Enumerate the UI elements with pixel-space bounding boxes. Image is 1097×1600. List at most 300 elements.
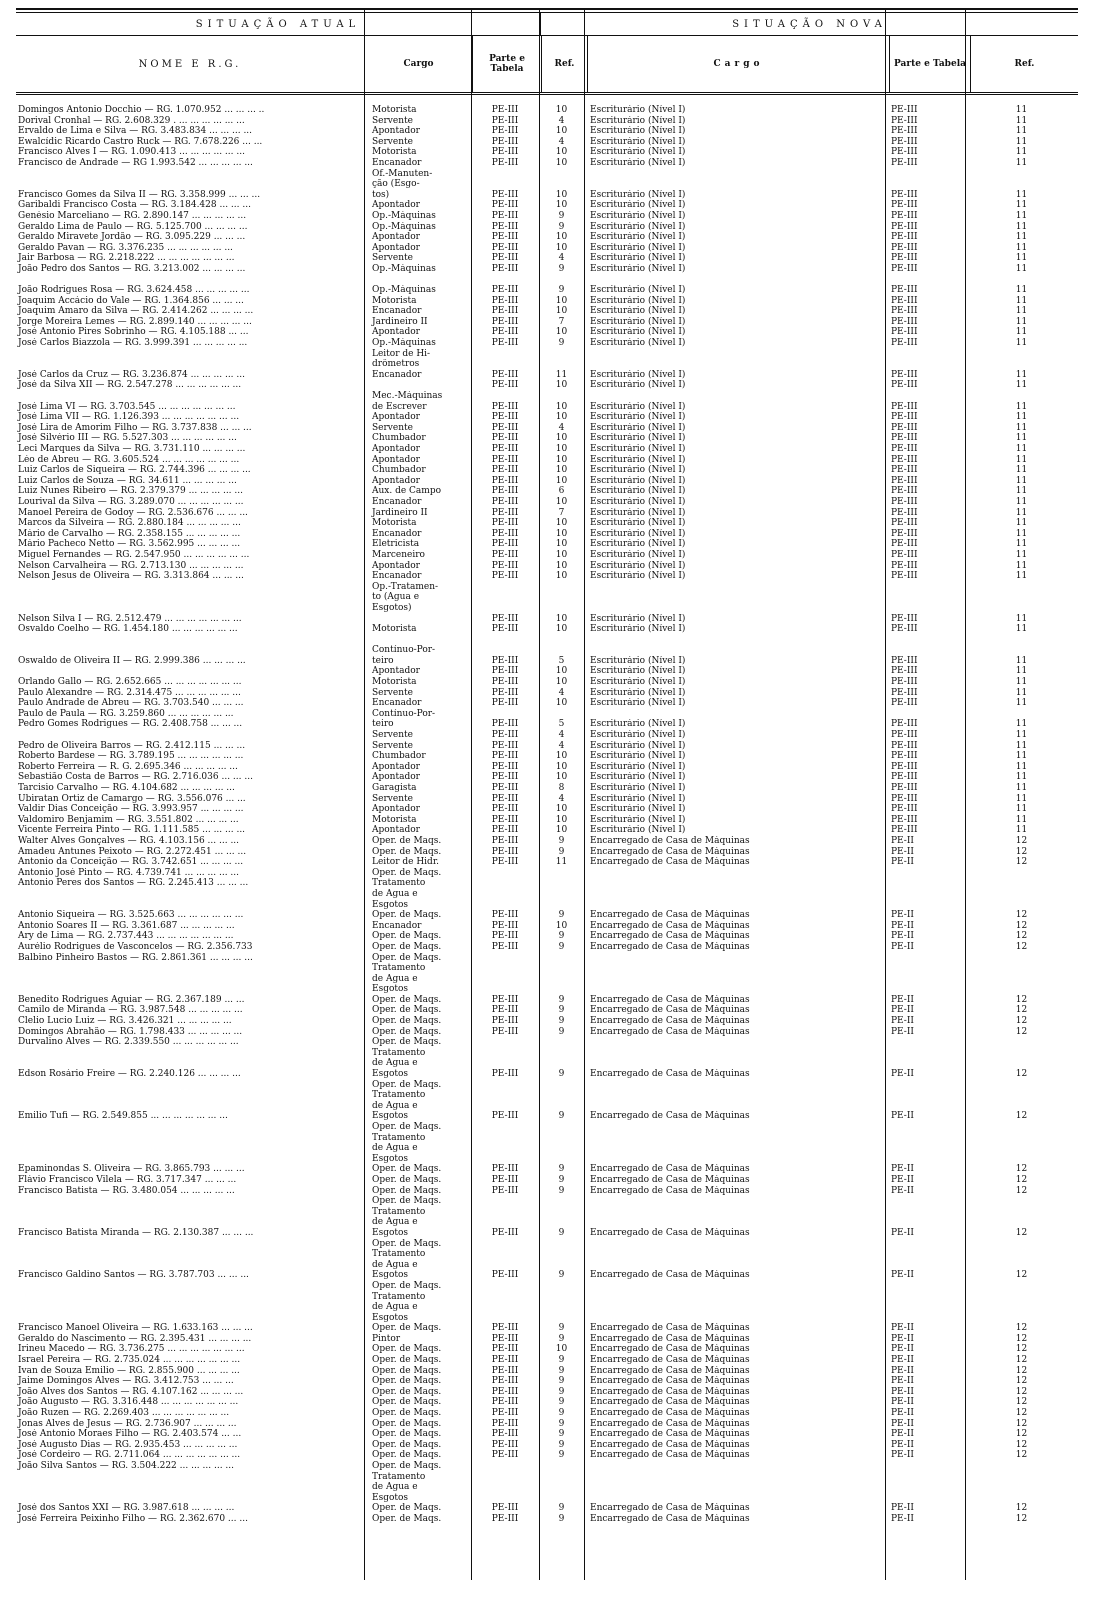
cell-cargo-nova: [584, 1143, 885, 1154]
cell-parte-nova: PE-III: [891, 115, 918, 126]
table-row: [16, 603, 1078, 614]
table-row: [16, 1016, 1078, 1027]
table-row: [16, 1366, 1078, 1377]
cell-ref-nova: 12: [1015, 1513, 1028, 1524]
cell-parte: PE-III: [491, 1418, 519, 1429]
cell-parte-nova: PE-III: [891, 507, 918, 518]
cell-cargo-nova: [584, 635, 885, 646]
cell-parte: [471, 1482, 539, 1493]
cell-nome: [16, 169, 364, 180]
cell-ref: 4: [558, 115, 565, 126]
cell-parte-nova: PE-III: [891, 433, 918, 444]
cell-cargo-nova: Encarregado de Casa de Máquinas: [590, 1111, 750, 1122]
cell-cargo-nova: Escriturário (Nível I): [590, 105, 686, 115]
cell-cargo-nova: Escriturário (Nível I): [590, 232, 686, 243]
cell-cargo-nova: Escriturário (Nível I): [590, 518, 686, 529]
cell-ref: 10: [555, 327, 568, 338]
cell-ref-nova: 11: [1015, 814, 1028, 825]
cell-ref-nova: 11: [1015, 560, 1028, 571]
cell-cargo-nova: Escriturário (Nível I): [590, 465, 686, 476]
cell-parte: [471, 1493, 539, 1504]
cell-cargo: Oper. de Maqs.: [372, 1079, 442, 1090]
cell-parte: PE-III: [491, 1365, 519, 1376]
cell-nome: Jonas Alves de Jesus — RG. 2.736.907 ... ... ... ...: [18, 1418, 237, 1429]
cell-nome: [16, 1122, 364, 1133]
cell-cargo-nova: Escriturário (Nível I): [590, 380, 686, 391]
cell-cargo: Esgotos: [372, 1111, 409, 1122]
cell-ref-nova: 12: [1015, 910, 1028, 921]
cell-parte-nova: PE-III: [891, 401, 918, 412]
cell-ref-nova: 11: [1015, 126, 1028, 137]
cell-nome: Flávio Francisco Vilela — RG. 3.717.347 ... ... ...: [18, 1174, 237, 1185]
cell-ref: [539, 1122, 584, 1133]
cell-parte: PE-III: [491, 1185, 519, 1196]
cell-ref: [539, 1101, 584, 1112]
cell-cargo: Encanador: [372, 306, 422, 317]
cell-ref: [539, 1080, 584, 1091]
cell-ref: 6: [558, 486, 565, 497]
cell-cargo-nova: Escriturário (Nível I): [590, 475, 686, 486]
cell-ref: 10: [555, 126, 568, 137]
cell-nome: [16, 1133, 364, 1144]
cell-parte: [471, 1154, 539, 1165]
cell-ref: 9: [558, 1026, 565, 1037]
cell-nome: Tarcisio Carvalho — RG. 4.104.682 ... ... ... ... ...: [18, 783, 235, 793]
cell-cargo-nova: Encarregado de Casa de Máquinas: [590, 910, 750, 921]
cell-ref: [539, 709, 584, 720]
cell-ref-nova: [965, 963, 1078, 974]
cell-parte-nova: [885, 1080, 965, 1091]
cell-cargo: Contínuo-Por-: [372, 708, 436, 719]
table-row: [16, 1313, 1078, 1324]
cell-parte-nova: [885, 1058, 965, 1069]
cell-ref-nova: 11: [1015, 730, 1028, 741]
cell-cargo: de Água e: [372, 1100, 418, 1111]
cell-ref-nova: [965, 1493, 1078, 1504]
cell-parte-nova: PE-II: [891, 1355, 914, 1366]
cell-ref-nova: 11: [1015, 136, 1028, 147]
cell-ref: 9: [558, 1069, 565, 1080]
cell-ref: 9: [558, 931, 565, 942]
cell-ref-nova: 11: [1015, 263, 1028, 274]
cell-ref-nova: 11: [1015, 147, 1028, 158]
cell-ref-nova: [965, 953, 1078, 964]
cell-ref-nova: [965, 1292, 1078, 1303]
cell-ref-nova: 12: [1015, 1026, 1028, 1037]
table-row: [16, 1249, 1078, 1260]
table-row: [16, 878, 1078, 889]
table-row: [16, 1482, 1078, 1493]
cell-ref-nova: [965, 359, 1078, 370]
cell-nome: Ivan de Souza Emilio — RG. 2.855.900 ... ... ... ...: [18, 1365, 240, 1376]
cell-nome: João Augusto — RG. 3.316.448 ... ... ... ... ... ... ...: [18, 1397, 239, 1408]
cell-parte: PE-III: [491, 1408, 519, 1419]
table-row: [16, 635, 1078, 646]
cell-parte: PE-III: [491, 1111, 519, 1122]
cell-parte-nova: PE-II: [891, 1513, 914, 1524]
cell-parte-nova: PE-III: [891, 338, 918, 349]
cell-parte-nova: PE-III: [891, 687, 918, 698]
cell-cargo: Oper. de Maqs.: [372, 1450, 442, 1461]
cell-parte: PE-III: [491, 613, 519, 624]
cell-cargo: Oper. de Maqs.: [372, 1164, 442, 1175]
cell-nome: Ewalcídic Ricardo Castro Ruck — RG. 7.678.226 ... ...: [18, 136, 263, 147]
cell-nome: José Lira de Amorim Filho — RG. 3.737.838 ... ... ...: [18, 422, 252, 433]
cell-ref-nova: 12: [1015, 1344, 1028, 1355]
cell-nome: José dos Santos XXI — RG. 3.987.618 ... ... ... ...: [18, 1503, 235, 1514]
table-row: [16, 1408, 1078, 1419]
cell-ref-nova: [965, 1133, 1078, 1144]
cell-cargo: Marceneiro: [372, 549, 425, 560]
cell-parte-nova: [885, 169, 965, 180]
cell-cargo-nova: [584, 1048, 885, 1059]
table-row: [16, 1450, 1078, 1461]
cell-ref-nova: [965, 179, 1078, 190]
cell-nome: Valdir Dias Conceição — RG. 3.993.957 ... ... ... ...: [18, 804, 244, 815]
cell-ref-nova: 11: [1015, 285, 1028, 296]
cell-cargo-nova: Escriturário (Nível I): [590, 624, 686, 635]
cell-ref-nova: 12: [1015, 1005, 1028, 1016]
cell-ref-nova: [965, 1207, 1078, 1218]
cell-cargo-nova: Escriturário (Nível I): [590, 793, 686, 804]
cell-cargo: Tratamento: [372, 1471, 426, 1482]
cell-cargo: Jardineiro II: [372, 316, 428, 327]
cell-cargo: Oper. de Maqs.: [372, 1344, 442, 1355]
cell-ref: 9: [558, 210, 565, 221]
document-page: [16, 8, 1078, 1525]
cell-cargo-nova: [584, 953, 885, 964]
cell-nome: José Silvério III — RG. 5.527.303 ... ... ... ... ... ...: [18, 433, 237, 444]
cell-nome: [16, 179, 364, 190]
cell-parte: PE-III: [491, 825, 519, 836]
cell-nome: [16, 635, 364, 646]
cell-parte-nova: PE-III: [891, 454, 918, 465]
cell-parte-nova: [885, 1122, 965, 1133]
cell-parte: PE-III: [491, 687, 519, 698]
cell-ref: [539, 984, 584, 995]
cell-ref-nova: 11: [1015, 369, 1028, 380]
cell-parte: [471, 1461, 539, 1472]
cell-parte: [471, 1048, 539, 1059]
cell-nome: [16, 1217, 364, 1228]
cell-cargo: Tratamento: [372, 1090, 426, 1101]
cell-nome: Ubiratan Ortiz de Camargo — RG. 3.556.076 ... ...: [18, 793, 246, 804]
cell-ref: 9: [558, 1164, 565, 1175]
cell-ref: [539, 582, 584, 593]
table-row: [16, 275, 1078, 286]
cell-cargo-nova: Escriturário (Nível I): [590, 825, 686, 836]
cell-parte-nova: PE-III: [891, 327, 918, 338]
cell-parte: PE-III: [491, 1386, 519, 1397]
cell-nome: Luiz Nunes Ribeiro — RG. 2.379.379 ... ... ... ... ...: [18, 486, 243, 497]
cell-cargo: Esgotos: [372, 1153, 409, 1164]
cell-cargo: Chumbador: [372, 465, 426, 476]
table-row: [16, 836, 1078, 847]
cell-ref: [539, 900, 584, 911]
cell-parte-nova: PE-III: [891, 751, 918, 762]
table-row: [16, 825, 1078, 836]
cell-cargo: Oper. de Maqs.: [372, 1397, 442, 1408]
cell-parte-nova: [885, 1239, 965, 1250]
cell-cargo-nova: Escriturário (Nível I): [590, 804, 686, 815]
cell-ref-nova: [965, 1281, 1078, 1292]
cell-ref-nova: 11: [1015, 433, 1028, 444]
cell-nome: Miguel Fernandes — RG. 2.547.950 ... ... ... ... ... ...: [18, 549, 250, 560]
cell-nome: Genésio Marceliano — RG. 2.890.147 ... ... ... ... ...: [18, 210, 247, 221]
cell-parte: [471, 1217, 539, 1228]
cell-cargo: Oper. de Maqs.: [372, 1503, 442, 1514]
cell-parte-nova: [885, 878, 965, 889]
cell-cargo-nova: Escriturário (Nível I): [590, 200, 686, 211]
cell-parte: [471, 868, 539, 879]
cell-nome: [16, 1239, 364, 1250]
cell-cargo-nova: [584, 1472, 885, 1483]
cell-ref-nova: 11: [1015, 401, 1028, 412]
table-row: [16, 200, 1078, 211]
cell-nome: Ervaldo de Lima e Silva — RG. 3.483.834 ... ... ... ...: [18, 126, 253, 137]
column-header: [16, 36, 1078, 95]
cell-nome: [16, 1080, 364, 1091]
table-row: [16, 1037, 1078, 1048]
table-row: [16, 1387, 1078, 1398]
cell-parte-nova: PE-III: [891, 698, 918, 709]
cell-cargo: Oper. de Maqs.: [372, 1026, 442, 1037]
cell-cargo: Oper. de Maqs.: [372, 1037, 442, 1048]
cell-cargo-nova: [584, 391, 885, 402]
cell-nome: Balbino Pinheiro Bastos — RG. 2.861.361 ... ... ... ...: [18, 952, 253, 963]
cell-nome: [16, 592, 364, 603]
cell-parte-nova: PE-II: [891, 1450, 914, 1461]
cell-cargo: Encanador: [372, 571, 422, 582]
cell-cargo-nova: Escriturário (Nível I): [590, 147, 686, 158]
cell-parte-nova: PE-III: [891, 295, 918, 306]
cell-cargo-nova: Encarregado de Casa de Máquinas: [590, 1397, 750, 1408]
cell-cargo: Servente: [372, 115, 413, 126]
cell-ref: 9: [558, 1386, 565, 1397]
cell-ref-nova: [965, 1154, 1078, 1165]
cell-cargo-nova: Escriturário (Nível I): [590, 115, 686, 126]
cell-parte: PE-III: [491, 931, 519, 942]
cell-nome: Amadeu Antunes Peixoto — RG. 2.272.451 ... ... ...: [18, 846, 247, 857]
cell-cargo: Servente: [372, 253, 413, 264]
table-row: [16, 656, 1078, 667]
cell-ref-nova: 11: [1015, 518, 1028, 529]
cell-cargo: Oper. de Maqs.: [372, 931, 442, 942]
cell-ref-nova: [965, 1217, 1078, 1228]
cell-parte-nova: PE-III: [891, 210, 918, 221]
cell-parte-nova: PE-III: [891, 825, 918, 836]
cell-cargo-nova: [584, 1493, 885, 1504]
cell-cargo: Apontador: [372, 327, 420, 338]
cell-ref: [539, 1313, 584, 1324]
table-row: [16, 306, 1078, 317]
cell-parte-nova: [885, 1133, 965, 1144]
table-row: [16, 327, 1078, 338]
cell-cargo: Tratamento: [372, 1132, 426, 1143]
cell-ref-nova: [965, 635, 1078, 646]
cell-nome: Antonio Soares II — RG. 3.361.687 ... ... ... ... ...: [18, 920, 235, 931]
cell-cargo-nova: [584, 645, 885, 656]
cell-cargo: Motorista: [372, 295, 417, 306]
cell-ref-nova: 12: [1015, 835, 1028, 846]
cell-ref: 4: [558, 422, 565, 433]
cell-ref: 10: [555, 624, 568, 635]
cell-nome: José Carlos da Cruz — RG. 3.236.874 ... ... ... ... ...: [18, 369, 245, 380]
table-row: [16, 147, 1078, 158]
cell-nome: Antonio Peres dos Santos — RG. 2.245.413 ... ... ...: [18, 878, 249, 889]
table-row: [16, 190, 1078, 201]
cell-nome: José Lima VII — RG. 1.126.393 ... ... ... ... ... ... ...: [18, 412, 240, 423]
cell-ref: 9: [558, 994, 565, 1005]
cell-ref-nova: 12: [1015, 1185, 1028, 1196]
cell-parte-nova: [885, 1154, 965, 1165]
cell-cargo-nova: Escriturário (Nível I): [590, 401, 686, 412]
col-cargo-nova: Cargo: [588, 36, 890, 92]
cell-ref: 9: [558, 1227, 565, 1238]
cell-cargo-nova: [584, 1101, 885, 1112]
table-row: [16, 1260, 1078, 1271]
table-row: [16, 1101, 1078, 1112]
cell-parte: [471, 889, 539, 900]
cell-ref-nova: [965, 1080, 1078, 1091]
cell-cargo-nova: Encarregado de Casa de Máquinas: [590, 1429, 750, 1440]
cell-cargo-nova: Encarregado de Casa de Máquinas: [590, 1164, 750, 1175]
cell-ref: [539, 1239, 584, 1250]
cell-ref-nova: [965, 709, 1078, 720]
cell-cargo-nova: Encarregado de Casa de Máquinas: [590, 1174, 750, 1185]
cell-ref: 10: [555, 761, 568, 772]
cell-ref: 4: [558, 253, 565, 264]
cell-parte-nova: PE-III: [891, 369, 918, 380]
cell-parte: PE-III: [491, 1164, 519, 1175]
cell-ref-nova: 12: [1015, 931, 1028, 942]
cell-cargo-nova: [584, 1482, 885, 1493]
table-row: [16, 1111, 1078, 1122]
cell-ref-nova: [965, 868, 1078, 879]
cell-parte: PE-III: [491, 1005, 519, 1016]
cell-cargo-nova: [584, 1207, 885, 1218]
cell-cargo: Oper. de Maqs.: [372, 1355, 442, 1366]
cell-nome: Domingos Abrahão — RG. 1.798.433 ... ... ... ... ...: [18, 1026, 243, 1037]
cell-nome: [16, 1313, 364, 1324]
cell-cargo: [364, 614, 471, 625]
cell-cargo: Jardineiro II: [372, 507, 428, 518]
cell-cargo: [364, 380, 471, 391]
cell-cargo: Motorista: [372, 518, 417, 529]
cell-nome: [16, 1058, 364, 1069]
cell-cargo: de Água e: [372, 1482, 418, 1493]
cell-nome: Léo de Abreu — RG. 3.605.524 ... ... ... ... ... ... ...: [18, 454, 240, 465]
table-row: [16, 412, 1078, 423]
cell-ref: 9: [558, 1111, 565, 1122]
cell-cargo: Encanador: [372, 528, 422, 539]
cell-cargo: [364, 635, 471, 646]
cell-cargo-nova: Encarregado de Casa de Máquinas: [590, 846, 750, 857]
cell-ref: 10: [555, 804, 568, 815]
cell-ref-nova: 11: [1015, 666, 1028, 677]
cell-parte-nova: [885, 1302, 965, 1313]
cell-cargo: tos): [372, 189, 390, 200]
cell-ref: 10: [555, 920, 568, 931]
cell-cargo-nova: [584, 709, 885, 720]
cell-parte: PE-III: [491, 655, 519, 666]
cell-cargo-nova: Escriturário (Nível I): [590, 571, 686, 582]
cell-parte: PE-III: [491, 475, 519, 486]
cell-ref-nova: 11: [1015, 306, 1028, 317]
cell-cargo: Apontador: [372, 126, 420, 137]
cell-parte-nova: [885, 1143, 965, 1154]
cell-cargo-nova: [584, 1080, 885, 1091]
cell-ref: [539, 1133, 584, 1144]
cell-parte: PE-III: [491, 115, 519, 126]
table-row: [16, 1154, 1078, 1165]
cell-cargo-nova: Encarregado de Casa de Máquinas: [590, 1270, 750, 1281]
cell-cargo-nova: Escriturário (Nível I): [590, 285, 686, 296]
cell-cargo-nova: Encarregado de Casa de Máquinas: [590, 1365, 750, 1376]
table-row: [16, 963, 1078, 974]
table-row: [16, 1069, 1078, 1080]
cell-cargo-nova: Escriturário (Nível I): [590, 210, 686, 221]
cell-nome: Nelson Carvalheira — RG. 2.713.130 ... ... ... ... ...: [18, 560, 244, 571]
cell-nome: Luiz Carlos de Siqueira — RG. 2.744.396 ... ... ... ...: [18, 465, 251, 476]
cell-ref: [539, 1292, 584, 1303]
cell-parte-nova: PE-III: [891, 528, 918, 539]
table-row: [16, 1429, 1078, 1440]
cell-parte-nova: PE-III: [891, 263, 918, 274]
table-row: [16, 518, 1078, 529]
cell-parte: PE-III: [491, 539, 519, 550]
cell-ref-nova: 11: [1015, 698, 1028, 709]
table-row: [16, 592, 1078, 603]
cell-cargo: Op.-Máquinas: [372, 338, 436, 349]
cell-cargo-nova: Encarregado de Casa de Máquinas: [590, 1016, 750, 1027]
cell-ref: 10: [555, 814, 568, 825]
cell-ref: 10: [555, 147, 568, 158]
col-parte-nova: Parte e Tabela: [890, 36, 971, 92]
cell-parte: PE-III: [491, 433, 519, 444]
cell-ref: 11: [555, 369, 568, 380]
cell-nome: Geraldo Miravete Jordão — RG. 3.095.229 ... ... ...: [18, 232, 246, 243]
cell-cargo-nova: Encarregado de Casa de Máquinas: [590, 1323, 750, 1334]
cell-parte-nova: PE-III: [891, 793, 918, 804]
cell-nome: [16, 666, 364, 677]
cell-nome: Francisco Batista — RG. 3.480.054 ... ... ... ... ...: [18, 1185, 235, 1196]
cell-ref: 10: [555, 232, 568, 243]
cell-parte-nova: PE-III: [891, 306, 918, 317]
cell-nome: [16, 1101, 364, 1112]
cell-ref-nova: [965, 1101, 1078, 1112]
table-row: [16, 550, 1078, 561]
cell-ref: [539, 1260, 584, 1271]
cell-ref: 10: [555, 475, 568, 486]
cell-nome: Antonio Siqueira — RG. 3.525.663 ... ... ... ... ... ...: [18, 910, 244, 921]
cell-ref-nova: 11: [1015, 444, 1028, 454]
cell-cargo-nova: Escriturário (Nível I): [590, 316, 686, 327]
cell-nome: [16, 974, 364, 985]
cell-parte-nova: PE-III: [891, 518, 918, 529]
cell-nome: João Ruzen — RG. 2.269.403 ... ... ... ... ... ... ...: [18, 1408, 230, 1419]
cell-parte-nova: [885, 953, 965, 964]
cell-parte-nova: PE-III: [891, 740, 918, 751]
cell-nome: Francisco Alves I — RG. 1.090.413 ... ... ... ... ... ...: [18, 147, 245, 158]
cell-parte: PE-III: [491, 740, 519, 751]
table-row: [16, 169, 1078, 180]
cell-cargo-nova: [584, 868, 885, 879]
cell-ref: 9: [558, 1376, 565, 1387]
cell-parte: PE-III: [491, 1355, 519, 1366]
header-situacao-atual: SITUAÇÃO ATUAL: [16, 13, 541, 35]
cell-ref: 10: [555, 751, 568, 762]
